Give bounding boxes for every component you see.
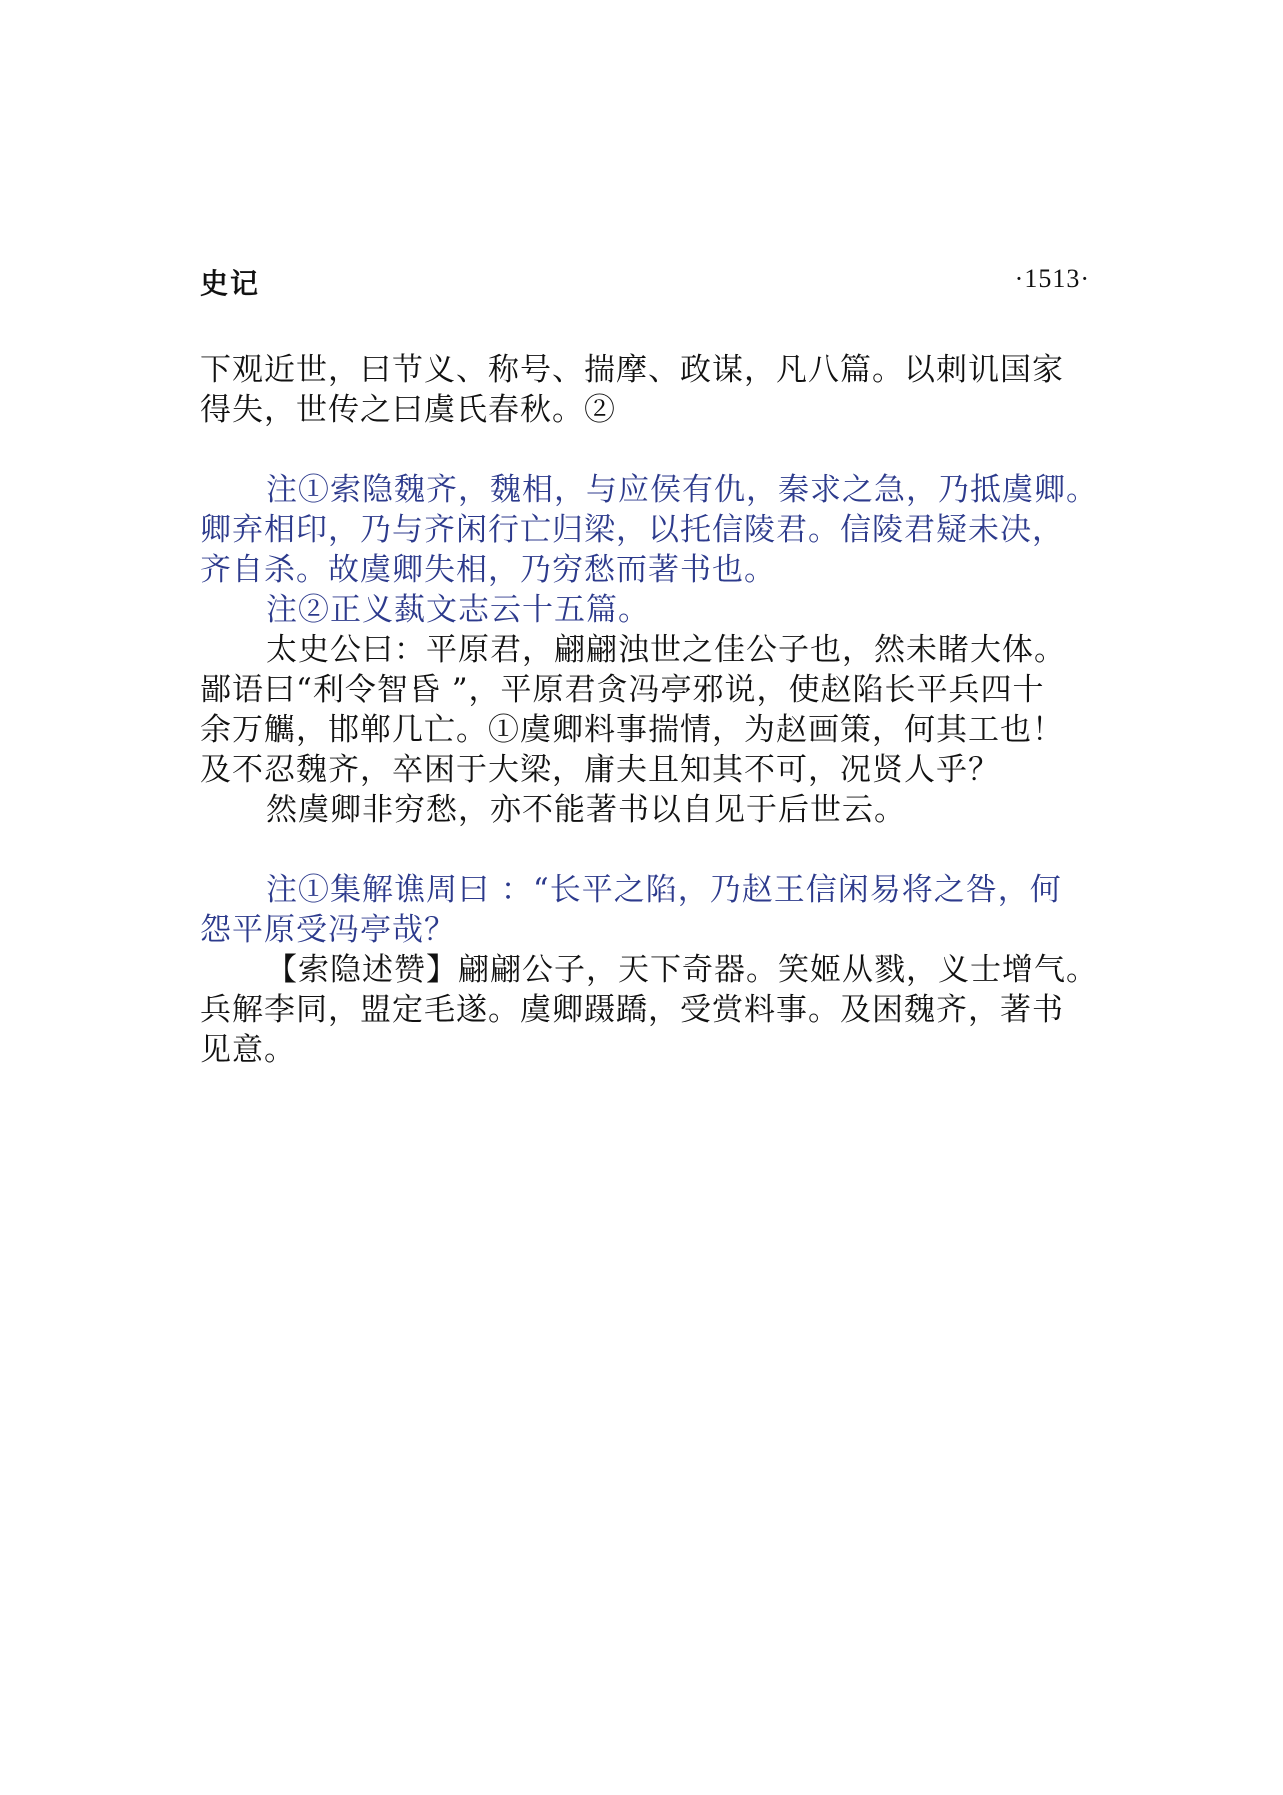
- text-line: 兵解李同，盟定毛遂。虞卿蹑蹻，受赏料事。及困魏齐，著书: [200, 992, 1064, 1028]
- note-line: 怨平原受冯亭哉？: [200, 912, 456, 948]
- page-header: [200, 262, 1090, 302]
- text-line: 鄙语曰“利令智昏 ”，平原君贪冯亭邪说，使赵陷长平兵四十: [200, 672, 1045, 708]
- text-line: 【索隐述赞】翩翩公子，天下奇器。笑姬从戮，义士增气。: [266, 952, 1098, 988]
- text-line: 然虞卿非穷愁，亦不能著书以自见于后世云。: [266, 792, 906, 828]
- note-line: 卿弃相印，乃与齐闲行亡归梁，以托信陵君。信陵君疑未决，: [200, 512, 1064, 548]
- note-line: 注②正义蓺文志云十五篇。: [266, 592, 650, 628]
- note-line: 注①索隐魏齐，魏相，与应侯有仇，秦求之急，乃抵虞卿。: [266, 472, 1098, 508]
- annotation-paragraph: [200, 470, 1120, 590]
- text-paragraph: [200, 950, 1120, 1070]
- text-paragraph: [200, 790, 1120, 830]
- book-title: 史记: [200, 267, 261, 300]
- text-line: 及不忍魏齐，卒困于大梁，庸夫且知其不可，况贤人乎？: [200, 752, 1000, 788]
- text-line: 见意。: [200, 1032, 296, 1068]
- page-body: [200, 350, 1120, 1070]
- text-paragraph: [200, 350, 1120, 430]
- note-line: 注①集解谯周曰 ：“长平之陷，乃赵王信闲易将之咎，何: [266, 872, 1062, 908]
- page-number: ·1513·: [1014, 264, 1090, 293]
- paragraph-gap: [200, 430, 1120, 470]
- paragraph-gap: [200, 830, 1120, 870]
- text-paragraph: [200, 630, 1120, 790]
- note-line: 齐自杀。故虞卿失相，乃穷愁而著书也。: [200, 552, 776, 588]
- text-line: 下观近世，曰节义、称号、揣摩、政谋，凡八篇。以刺讥国家: [200, 352, 1064, 388]
- text-line: 余万觽，邯郸几亡。①虞卿料事揣情，为赵画策，何其工也！: [200, 712, 1064, 748]
- text-line: 太史公曰：平原君，翩翩浊世之佳公子也，然未睹大体。: [266, 632, 1066, 668]
- annotation-paragraph: [200, 590, 1120, 630]
- annotation-paragraph: [200, 870, 1120, 950]
- text-line: 得失，世传之曰虞氏春秋。②: [200, 392, 616, 428]
